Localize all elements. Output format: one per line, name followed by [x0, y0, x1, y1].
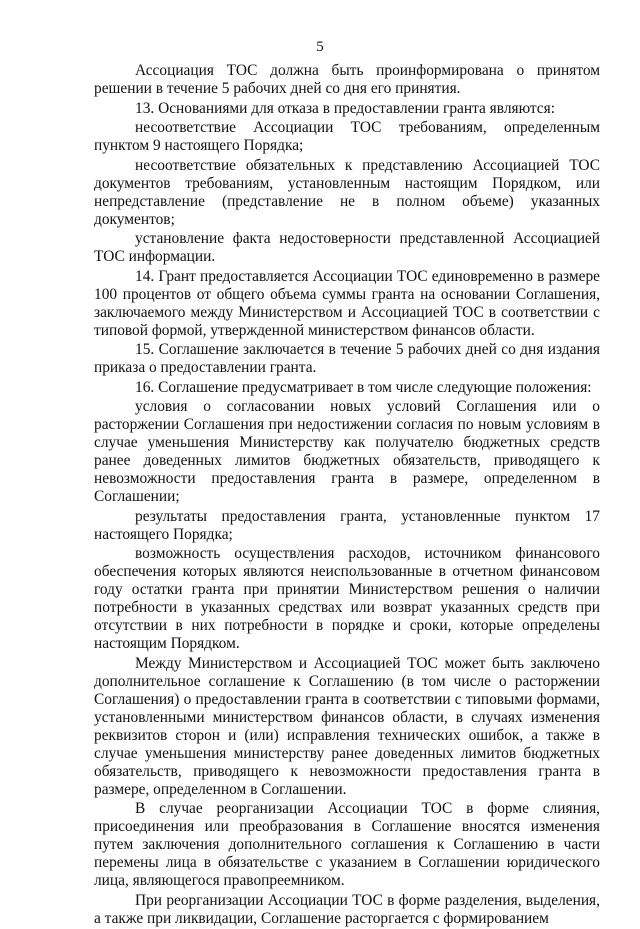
list-item-documents-mismatch: несоответствие обязательных к представлению Ассоциацией ТОС документов требованиям, установленным настоящим Порядком, или непредставление (представление не в полном объеме) указанных документов; [94, 156, 600, 228]
paragraph-16-agreement-provisions: 16. Соглашение предусматривает в том числе следующие положения: [135, 378, 592, 396]
paragraph-13-refusal-grounds: 13. Основаниями для отказа в предоставлении гранта являются: [135, 99, 555, 117]
paragraph-additional-agreement: Между Министерством и Ассоциацией ТОС может быть заключено дополнительное соглашение к Соглашению (в том числе о расторжении Соглашения) о предоставлении гранта в соответствии с типовыми формами, установленными министерством финансов области, в случаях изменения реквизитов сторон и (или) исправления технических ошибок, а также в случае уменьшения министерству ранее доведенных лимитов бюджетных обязательств, приводящего к невозможности предоставления гранта в размере, определенном в Соглашении. [94, 654, 600, 798]
list-item-requirements-mismatch: несоответствие Ассоциации ТОС требованиям, определенным пунктом 9 настоящего Порядка; [94, 119, 600, 154]
list-item-new-conditions: условия о согласовании новых условий Соглашения или о расторжении Соглашения при недостижении согласия по новым условиям в случае уменьшения Министерству как получателю бюджетных средств ранее доведенных лимитов бюджетных обязательств, приводящего к невозможности предоставления гранта в размере, определенном в Соглашении; [94, 398, 600, 505]
paragraph-reorganization-merger: В случае реорганизации Ассоциации ТОС в форме слияния, присоединения или преобразования в Соглашение вносятся изменения путем заключения дополнительного соглашения к Соглашению в части перемены лица в обязательстве с указанием в Соглашении юридического лица, являющегося правопреемником. [94, 800, 600, 889]
paragraph-reorganization-division: При реорганизации Ассоциации ТОС в форме разделения, выделения, а также при ликвидации, Соглашение расторгается с формированием [94, 891, 600, 927]
list-item-expenses-possibility: возможность осуществления расходов, источником финансового обеспечения которых являются неиспользованные в отчетном финансовом году остатки гранта при принятии Министерством решения о наличии потребности в указанных средствах или возврат указанных средств при отсутствии в них потребности в порядке и сроки, которые определены настоящим Порядком. [94, 545, 600, 652]
paragraph-notification: Ассоциация ТОС должна быть проинформирована о принятом решении в течение 5 рабочих дней со дня его принятия. [94, 62, 600, 97]
paragraph-15-agreement-term: 15. Соглашение заключается в течение 5 рабочих дней со дня издания приказа о предоставлении гранта. [94, 341, 600, 376]
list-item-grant-results: результаты предоставления гранта, установленные пунктом 17 настоящего Порядка; [94, 507, 600, 543]
list-item-false-information: установление факта недостоверности представленной Ассоциацией ТОС информации. [94, 230, 600, 265]
document-body [94, 62, 600, 929]
paragraph-14-grant-provision: 14. Грант предоставляется Ассоциации ТОС единовременно в размере 100 процентов от общего объема суммы гранта на основании Соглашения, заключаемого между Министерством и Ассоциацией ТОС в соответствии с типовой формой, утвержденной министерством финансов области. [94, 267, 600, 339]
page-number: 5 [316, 39, 324, 55]
